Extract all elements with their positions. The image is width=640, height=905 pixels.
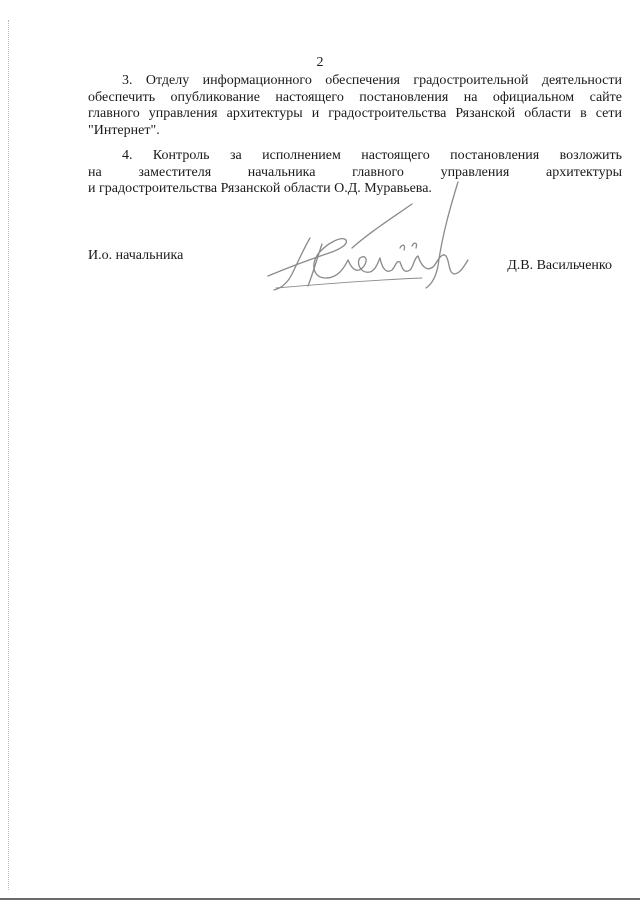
paragraph-line: главного управления архитектуры и градостроительства Рязанской области в сети bbox=[88, 106, 622, 121]
scan-bottom-edge bbox=[0, 898, 640, 900]
page-number: 2 bbox=[316, 55, 324, 70]
paragraph-line: на заместителя начальника главного управления архитектуры bbox=[88, 164, 622, 180]
paragraph-line: обеспечить опубликование настоящего постановления на официальном сайте bbox=[88, 89, 622, 105]
paragraph-line: 4. Контроль за исполнением настоящего постановления возложить bbox=[122, 148, 622, 163]
scan-left-edge bbox=[8, 20, 9, 890]
handwritten-signature bbox=[262, 178, 474, 300]
paragraph-line: и градостроительства Рязанской области О.Д. Муравьева. bbox=[88, 181, 432, 196]
paragraph-item-3 bbox=[88, 73, 622, 139]
signatory-name: Д.В. Васильченко bbox=[507, 258, 612, 273]
position-title: И.о. начальника bbox=[88, 248, 184, 263]
paragraph-line: 3. Отделу информационного обеспечения градостроительной деятельности bbox=[122, 73, 622, 88]
paragraph-line: "Интернет". bbox=[88, 122, 160, 138]
